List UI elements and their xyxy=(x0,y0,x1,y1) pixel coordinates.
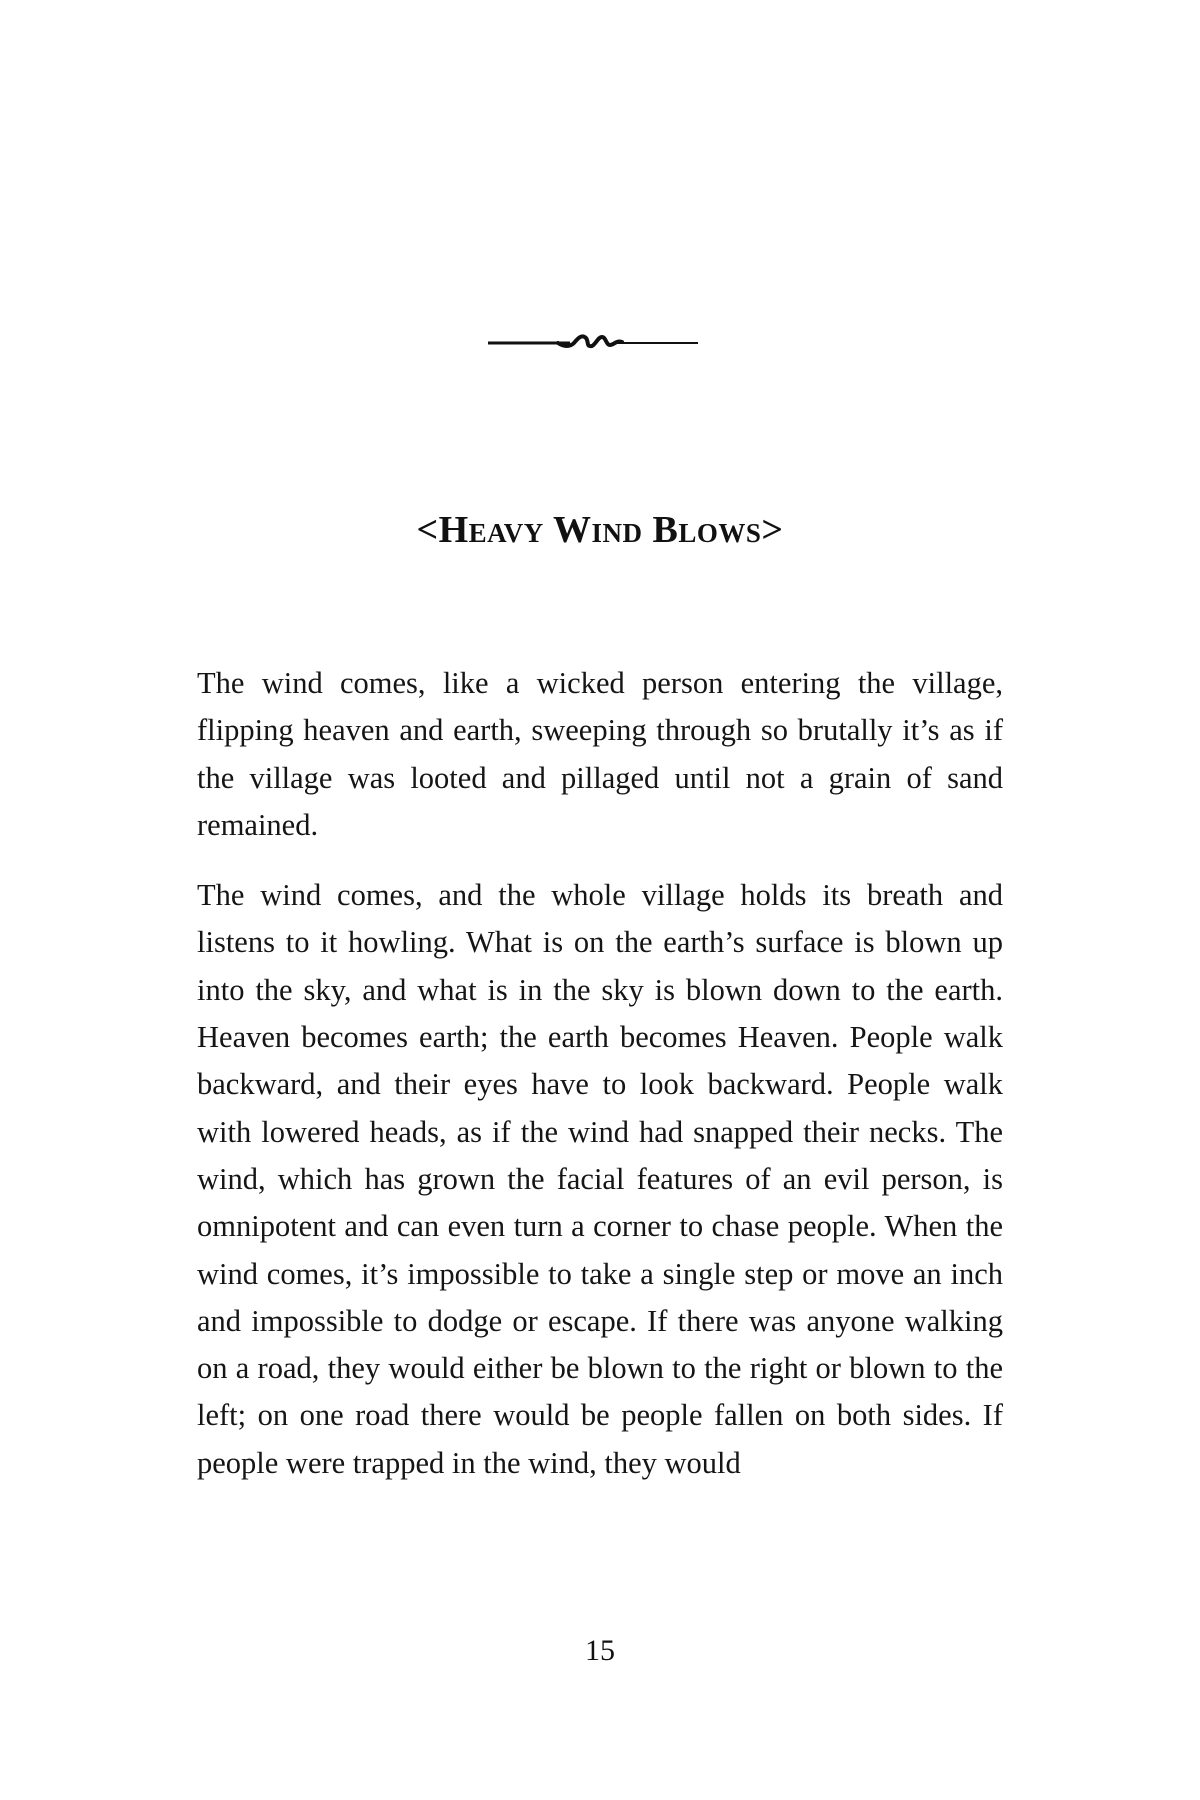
swash-divider-icon xyxy=(488,328,698,356)
page-number: 15 xyxy=(585,1634,615,1667)
paragraph: The wind comes, like a wicked person entering the village, flipping heaven and earth, sweeping through so brutally it’s as if the village was looted and pillaged until not a grain of sand remained. xyxy=(197,666,1003,842)
chapter-title: <Heavy Wind Blows> xyxy=(416,509,784,551)
body-text xyxy=(197,660,1003,1510)
paragraph: The wind comes, and the whole village holds its breath and listens to it howling. What is on the earth’s surface is blown up into the sky, and what is in the sky is blown down to the earth. Heaven becomes earth; the earth becomes Heaven. People walk backward, and their eyes have to look backward. People walk with lowered heads, as if the wind had snapped their necks. The wind, which has grown the facial features of an evil person, is omnipotent and can even turn a corner to chase people. When the wind comes, it’s impossible to take a single step or move an inch and impossible to dodge or escape. If there was anyone walking on a road, they would either be blown to the right or blown to the left; on one road there would be people fallen on both sides. If people were trapped in the wind, they would xyxy=(197,878,1003,1480)
